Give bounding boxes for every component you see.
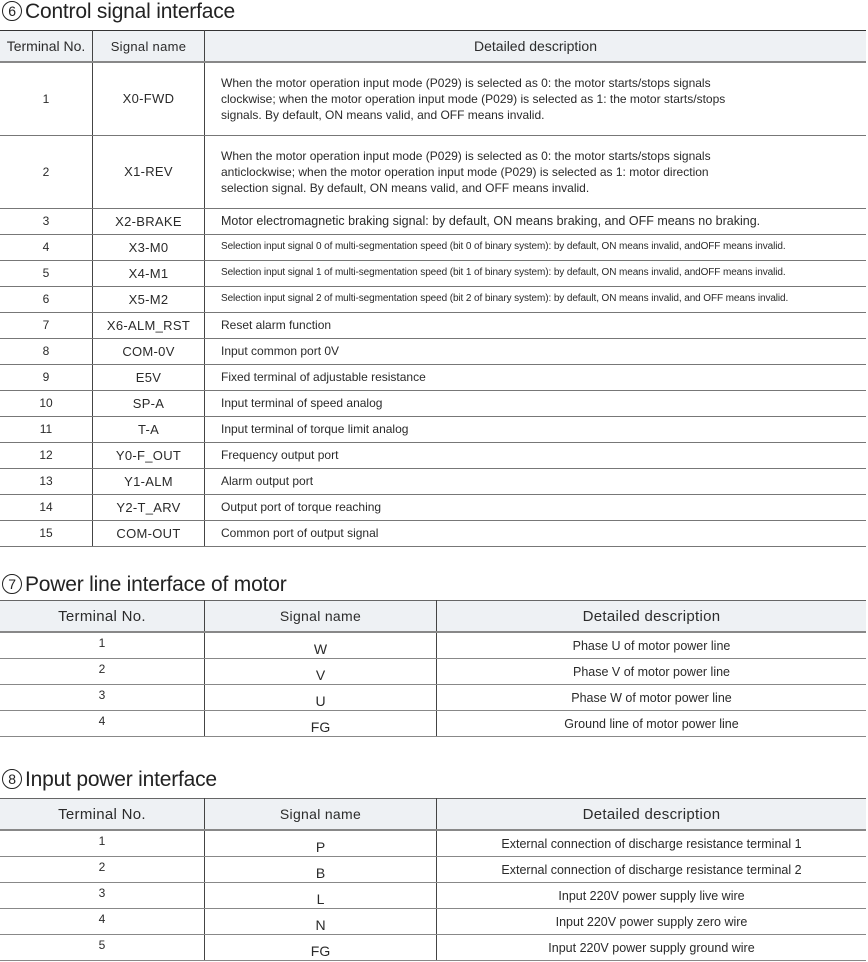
header-signal-name: Signal name — [205, 601, 437, 633]
description: Phase V of motor power line — [437, 659, 867, 685]
header-detailed-description: Detailed description — [437, 799, 867, 831]
terminal-no: 3 — [0, 208, 93, 234]
table-row — [0, 208, 866, 234]
description: Motor electromagnetic braking signal: by default, ON means braking, and OFF means no braking. — [205, 208, 867, 234]
description: Selection input signal 2 of multi-segmentation speed (bit 2 of binary system): by default, ON means invalid, and OFF means invalid. — [205, 286, 867, 312]
signal-name: Y1-ALM — [93, 468, 205, 494]
table-row — [0, 338, 866, 364]
table-row — [0, 685, 866, 711]
section-title-text: Input power interface — [25, 768, 217, 791]
header-terminal-no: Terminal No. — [0, 601, 205, 633]
table-row — [0, 416, 866, 442]
description: When the motor operation input mode (P029) is selected as 0: the motor starts/stops signals clockwise; when the motor operation input mode (P029) is selected as 1: the motor starts/stops signals. By default, ON means valid, and OFF means invalid. — [205, 62, 867, 135]
table-row — [0, 883, 866, 909]
table-row — [0, 390, 866, 416]
description: Selection input signal 1 of multi-segmentation speed (bit 1 of binary system): by default, ON means invalid, andOFF means invalid. — [205, 260, 867, 286]
signal-name: X1-REV — [93, 135, 205, 208]
signal-name: U — [205, 685, 437, 711]
table-row — [0, 494, 866, 520]
terminal-no: 8 — [0, 338, 93, 364]
terminal-no: 14 — [0, 494, 93, 520]
signal-name: X2-BRAKE — [93, 208, 205, 234]
terminal-no: 4 — [0, 909, 205, 935]
description: Reset alarm function — [205, 312, 867, 338]
table-row — [0, 135, 866, 208]
signal-name: L — [205, 883, 437, 909]
terminal-no: 3 — [0, 883, 205, 909]
header-detailed-description: Detailed description — [437, 601, 867, 633]
signal-name: T-A — [93, 416, 205, 442]
description: Common port of output signal — [205, 520, 867, 546]
signal-name: W — [205, 632, 437, 659]
description: Alarm output port — [205, 468, 867, 494]
signal-name: FG — [205, 935, 437, 961]
description: Phase U of motor power line — [437, 632, 867, 659]
table-row — [0, 62, 866, 135]
terminal-no: 2 — [0, 135, 93, 208]
signal-name: SP-A — [93, 390, 205, 416]
signal-name: X3-M0 — [93, 234, 205, 260]
table-header-row — [0, 31, 866, 63]
table-row — [0, 909, 866, 935]
table-header-row — [0, 601, 866, 633]
terminal-no: 6 — [0, 286, 93, 312]
terminal-no: 12 — [0, 442, 93, 468]
terminal-no: 4 — [0, 234, 93, 260]
terminal-no: 4 — [0, 711, 205, 737]
description: Input terminal of torque limit analog — [205, 416, 867, 442]
description: Frequency output port — [205, 442, 867, 468]
table-row — [0, 632, 866, 659]
table-row — [0, 286, 866, 312]
circled-number-icon: 7 — [2, 574, 22, 594]
description: Fixed terminal of adjustable resistance — [205, 364, 867, 390]
table-row — [0, 935, 866, 961]
table-row — [0, 442, 866, 468]
section-title-input-power — [2, 768, 217, 792]
signal-name: COM-0V — [93, 338, 205, 364]
section-title-power-line — [2, 573, 287, 597]
description: Input common port 0V — [205, 338, 867, 364]
signal-name: X0-FWD — [93, 62, 205, 135]
signal-name: FG — [205, 711, 437, 737]
table-row — [0, 659, 866, 685]
description: Selection input signal 0 of multi-segmentation speed (bit 0 of binary system): by default, ON means invalid, andOFF means invalid. — [205, 234, 867, 260]
terminal-no: 3 — [0, 685, 205, 711]
section-title-text: Power line interface of motor — [25, 573, 287, 596]
circled-number-icon: 6 — [2, 1, 22, 21]
section-title-control-signal — [2, 0, 235, 24]
power-line-table — [0, 600, 866, 737]
terminal-no: 11 — [0, 416, 93, 442]
terminal-no: 15 — [0, 520, 93, 546]
terminal-no: 2 — [0, 659, 205, 685]
table-row — [0, 857, 866, 883]
section-title-text: Control signal interface — [25, 0, 235, 23]
description: Input 220V power supply zero wire — [437, 909, 867, 935]
description: External connection of discharge resistance terminal 2 — [437, 857, 867, 883]
table-row — [0, 260, 866, 286]
signal-name: X5-M2 — [93, 286, 205, 312]
signal-name: P — [205, 830, 437, 857]
description: Ground line of motor power line — [437, 711, 867, 737]
table-row — [0, 364, 866, 390]
signal-name: COM-OUT — [93, 520, 205, 546]
table-row — [0, 711, 866, 737]
signal-name: Y0-F_OUT — [93, 442, 205, 468]
header-terminal-no: Terminal No. — [0, 31, 93, 63]
terminal-no: 2 — [0, 857, 205, 883]
terminal-no: 5 — [0, 260, 93, 286]
description: Input terminal of speed analog — [205, 390, 867, 416]
description: When the motor operation input mode (P029) is selected as 0: the motor starts/stops signals anticlockwise; when the motor operation input mode (P029) is selected as 1: motor direction selection signal. By default, ON means valid, and OFF means invalid. — [205, 135, 867, 208]
signal-name: X4-M1 — [93, 260, 205, 286]
table-row — [0, 468, 866, 494]
terminal-no: 7 — [0, 312, 93, 338]
description: Input 220V power supply live wire — [437, 883, 867, 909]
terminal-no: 1 — [0, 830, 205, 857]
table-row — [0, 312, 866, 338]
terminal-no: 10 — [0, 390, 93, 416]
terminal-no: 1 — [0, 62, 93, 135]
description: Phase W of motor power line — [437, 685, 867, 711]
table-header-row — [0, 799, 866, 831]
signal-name: B — [205, 857, 437, 883]
table-row — [0, 830, 866, 857]
control-signal-table — [0, 30, 866, 547]
description: External connection of discharge resistance terminal 1 — [437, 830, 867, 857]
header-signal-name: Signal name — [205, 799, 437, 831]
header-signal-name: Signal name — [93, 31, 205, 63]
terminal-no: 5 — [0, 935, 205, 961]
signal-name: X6-ALM_RST — [93, 312, 205, 338]
table-row — [0, 520, 866, 546]
input-power-table — [0, 798, 866, 961]
terminal-no: 9 — [0, 364, 93, 390]
terminal-no: 13 — [0, 468, 93, 494]
signal-name: E5V — [93, 364, 205, 390]
description: Output port of torque reaching — [205, 494, 867, 520]
header-detailed-description: Detailed description — [205, 31, 867, 63]
description: Input 220V power supply ground wire — [437, 935, 867, 961]
terminal-no: 1 — [0, 632, 205, 659]
table-row — [0, 234, 866, 260]
signal-name: Y2-T_ARV — [93, 494, 205, 520]
circled-number-icon: 8 — [2, 769, 22, 789]
header-terminal-no: Terminal No. — [0, 799, 205, 831]
signal-name: V — [205, 659, 437, 685]
signal-name: N — [205, 909, 437, 935]
